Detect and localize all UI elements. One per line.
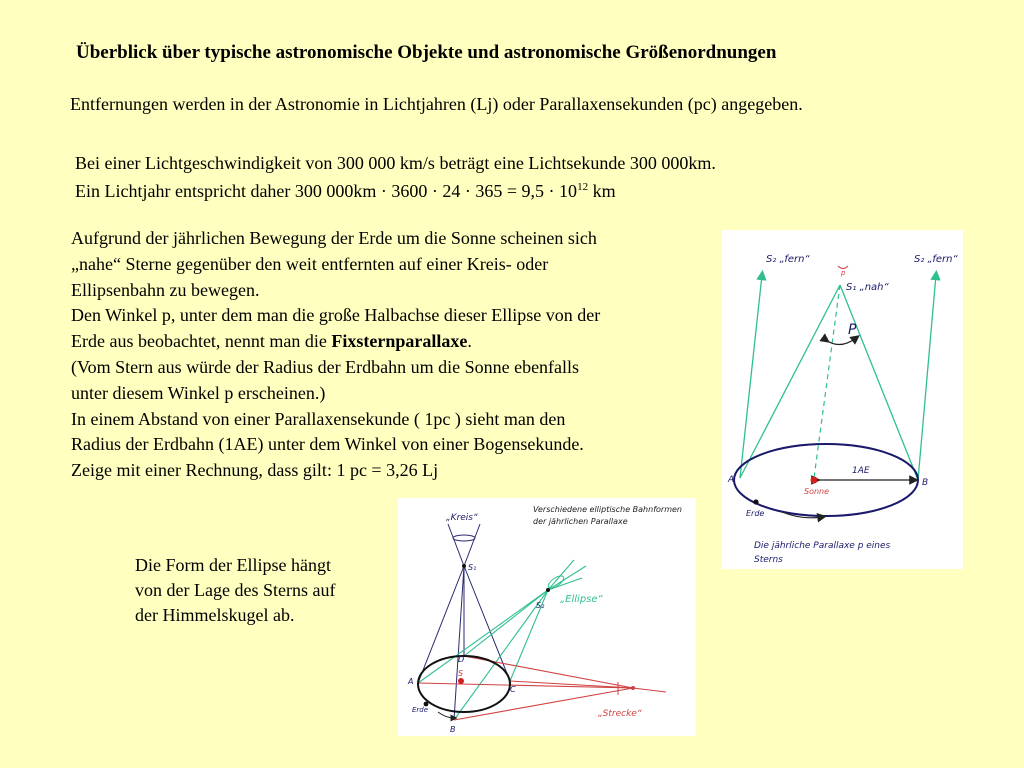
label-a: A: [408, 677, 414, 686]
calc-line-2: [75, 175, 716, 203]
label-a: A: [728, 475, 735, 485]
paragraph-line-prefix: Erde aus beobachtet, nennt man die: [71, 331, 332, 352]
label-b: B: [922, 478, 929, 488]
kreis-small-circle: [453, 535, 475, 541]
paragraph-line: Den Winkel p, unter dem man die große Halbachse dieser Ellipse von der: [71, 305, 601, 326]
label-d: D: [458, 655, 465, 664]
calc-line-2-prefix: Ein Lichtjahr entspricht daher 300 000km · 3600 · 24 · 365 = 9,5 · 10: [75, 181, 578, 201]
star-s1-dot: [462, 564, 466, 568]
calc-line-2-suffix: km: [588, 181, 616, 201]
label-kreis: „Kreis“: [446, 513, 478, 523]
orbit-direction-arrow: [438, 712, 454, 718]
label-p-small: p: [841, 269, 846, 277]
intro-text: Entfernungen werden in der Astronomie in Lichtjahren (Lj) oder Parallaxensekunden (pc) angegeben.: [70, 94, 803, 114]
paragraph-line: unter diesem Winkel p erscheinen.): [71, 382, 326, 403]
paragraph-line: „nahe“ Sterne gegenüber den weit entfernten auf einer Kreis- oder: [71, 253, 549, 274]
paragraph-line: Zeige mit einer Rechnung, dass gilt: 1 pc = 3,26 Lj: [71, 460, 439, 481]
kreis-cone-right: [464, 524, 480, 566]
parallax-diagram: [722, 230, 963, 569]
calc-line-1: Bei einer Lichtgeschwindigkeit von 300 000 km/s beträgt eine Lichtsekunde 300 000km.: [75, 153, 716, 173]
caption-line-2: Sterns: [754, 555, 783, 565]
label-1ae: 1AE: [852, 466, 870, 476]
calc-exponent: 12: [577, 181, 589, 193]
star-s2-dot: [546, 588, 550, 592]
header-line-1: Verschiedene elliptische Bahnformen: [533, 505, 682, 514]
parallax-explanation: [71, 226, 711, 484]
note-line: von der Lage des Sterns auf: [135, 580, 336, 600]
paragraph-line: Ellipsenbahn zu bewegen.: [71, 279, 260, 300]
label-erde: Erde: [412, 706, 429, 714]
label-s2-left: S₂ „fern“: [766, 254, 810, 265]
earth-dot: [753, 499, 758, 504]
strecke-ray-ext: [633, 688, 666, 692]
sun-dot: [458, 678, 464, 684]
ellipse-small-ellipse: [546, 574, 565, 591]
paragraph-line: [71, 329, 711, 355]
kreis-cone-left: [448, 524, 464, 566]
label-s: S: [458, 669, 464, 678]
paragraph-line: (Vom Stern aus würde der Radius der Erdbahn um die Sonne ebenfalls: [71, 356, 580, 377]
note-line: der Himmelskugel ab.: [135, 605, 295, 625]
label-ellipse: „Ellipse“: [560, 594, 603, 605]
light-year-calculation: [75, 151, 716, 203]
label-s1: S₁ „nah“: [846, 282, 889, 293]
kreis-ray-b: [454, 566, 464, 720]
label-sonne: Sonne: [804, 487, 830, 496]
header-line-2: der jährlichen Parallaxe: [533, 517, 628, 526]
ray-s1-sun: [814, 285, 840, 478]
star-strecke-dot: [631, 686, 635, 690]
paragraph-line-suffix: .: [467, 331, 472, 352]
page-title: Überblick über typische astronomische Objekte und astronomische Größenordnungen: [76, 42, 777, 63]
caption-line-1: Die jährliche Parallaxe p eines: [754, 541, 891, 551]
label-erde: Erde: [746, 509, 765, 518]
sun-dot: [811, 477, 818, 484]
ellipse-forms-diagram: [398, 498, 696, 736]
paragraph-line: Radius der Erdbahn (1AE) unter dem Winkel von einer Bogensekunde.: [71, 434, 584, 455]
label-s2: S₂: [536, 601, 545, 610]
label-s2-right: S₂ „fern“: [914, 254, 958, 265]
angle-arc-p: [826, 338, 856, 345]
ellipse-ray-4: [464, 590, 548, 656]
ellipse-ray-ext-1: [548, 566, 586, 590]
paragraph-line: In einem Abstand von einer Parallaxensekunde ( 1pc ) sieht man den: [71, 408, 566, 429]
ray-s2-left: [740, 275, 762, 478]
note-line: Die Form der Ellipse hängt: [135, 555, 331, 575]
term-fixsternparallaxe: Fixsternparallaxe: [331, 331, 468, 352]
ray-s1-left: [740, 285, 840, 478]
label-p: P: [848, 322, 857, 338]
label-c: C: [510, 685, 516, 694]
paragraph-line: Aufgrund der jährlichen Bewegung der Erde um die Sonne scheinen sich: [71, 228, 597, 248]
label-b: B: [450, 725, 456, 734]
strecke-ray-1: [418, 683, 633, 688]
label-s1: S₁: [468, 563, 477, 572]
label-strecke: „Strecke“: [598, 709, 642, 719]
ray-s2-right: [918, 275, 936, 480]
ellipse-form-note: [135, 553, 335, 628]
